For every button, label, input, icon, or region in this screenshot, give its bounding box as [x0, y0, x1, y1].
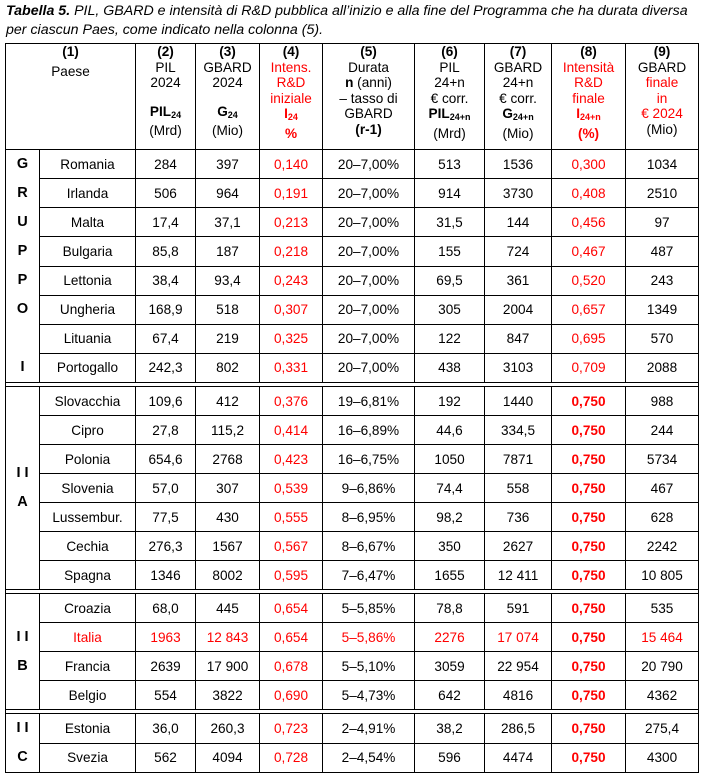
cell-pil-finale: 2276	[415, 623, 485, 652]
group-label	[6, 714, 40, 773]
cell-intensita-iniziale: 0,140	[260, 150, 323, 179]
table-row	[6, 743, 699, 773]
cell-gbard-finale-2024: 570	[626, 324, 699, 353]
cell-gbard-finale-2024: 5734	[626, 445, 699, 474]
header-row	[6, 44, 699, 150]
cell-gbard-2024: 219	[196, 324, 260, 353]
header-paese: (1) Paese	[6, 44, 136, 150]
data-table	[5, 43, 699, 773]
table-row	[6, 445, 699, 474]
cell-paese: Slovenia	[40, 474, 136, 503]
cell-paese: Lettonia	[40, 266, 136, 295]
group-label-char: P	[17, 272, 28, 288]
cell-intensita-iniziale: 0,307	[260, 295, 323, 324]
cell-paese: Slovacchia	[40, 387, 136, 416]
header-pil-2024: (2) PIL 2024 $PIL_{24}$ (Mrd)	[136, 44, 196, 150]
cell-gbard-finale-2024: 4300	[626, 743, 699, 773]
cell-intensita-iniziale: 0,555	[260, 503, 323, 532]
cell-gbard-finale-corr: 591	[485, 594, 552, 623]
cell-paese: Lituania	[40, 324, 136, 353]
cell-paese: Italia	[40, 623, 136, 652]
cell-gbard-finale-corr: 12 411	[485, 561, 552, 590]
cell-pil-finale: 44,6	[415, 416, 485, 445]
cell-intensita-finale: 0,709	[552, 353, 626, 382]
cell-gbard-2024: 964	[196, 179, 260, 208]
table-row	[6, 208, 699, 237]
cell-intensita-iniziale: 0,376	[260, 387, 323, 416]
table-row	[6, 353, 699, 382]
cell-gbard-finale-corr: 2627	[485, 532, 552, 561]
cell-intensita-iniziale: 0,690	[260, 681, 323, 710]
cell-gbard-2024: 187	[196, 237, 260, 266]
cell-intensita-finale: 0,467	[552, 237, 626, 266]
cell-gbard-2024: 445	[196, 594, 260, 623]
cell-gbard-finale-2024: 1034	[626, 150, 699, 179]
cell-pil-finale: 78,8	[415, 594, 485, 623]
cell-intensita-finale: 0,456	[552, 208, 626, 237]
cell-gbard-2024: 93,4	[196, 266, 260, 295]
cell-intensita-finale: 0,695	[552, 324, 626, 353]
header-gbard-finale-corr: (7) GBARD 24+n € corr. $G_{24+n}$ (Mio)	[485, 44, 552, 150]
table-row	[6, 623, 699, 652]
cell-durata: 9–6,86%	[323, 474, 415, 503]
cell-pil-2024: 36,0	[136, 714, 196, 744]
cell-pil-2024: 276,3	[136, 532, 196, 561]
cell-durata: 20–7,00%	[323, 324, 415, 353]
cell-intensita-finale: 0,750	[552, 387, 626, 416]
cell-gbard-finale-corr: 847	[485, 324, 552, 353]
cell-gbard-2024: 3822	[196, 681, 260, 710]
header-gbard-finale-2024: (9) GBARD finale in € 2024 (Mio)	[626, 44, 699, 150]
cell-pil-finale: 305	[415, 295, 485, 324]
cell-gbard-finale-corr: 2004	[485, 295, 552, 324]
cell-durata: 8–6,95%	[323, 503, 415, 532]
group-label-char	[6, 324, 39, 353]
cell-gbard-finale-corr: 724	[485, 237, 552, 266]
group-label-char: G	[16, 156, 29, 172]
cell-gbard-2024: 307	[196, 474, 260, 503]
cell-intensita-finale: 0,750	[552, 714, 626, 744]
cell-paese: Ungheria	[40, 295, 136, 324]
cell-intensita-finale: 0,300	[552, 150, 626, 179]
cell-paese: Cipro	[40, 416, 136, 445]
cell-intensita-iniziale: 0,595	[260, 561, 323, 590]
cell-pil-finale: 155	[415, 237, 485, 266]
cell-intensita-iniziale: 0,728	[260, 743, 323, 773]
header-pil-finale: (6) PIL 24+n € corr. $PIL_{24+n}$ (Mrd)	[415, 44, 485, 150]
cell-gbard-finale-2024: 2088	[626, 353, 699, 382]
cell-pil-finale: 122	[415, 324, 485, 353]
caption-label: Tabella 5.	[6, 3, 71, 19]
cell-gbard-finale-2024: 487	[626, 237, 699, 266]
cell-gbard-2024: 397	[196, 150, 260, 179]
cell-durata: 7–6,47%	[323, 561, 415, 590]
group-label-char: O	[16, 301, 29, 317]
cell-gbard-finale-corr: 4816	[485, 681, 552, 710]
cell-gbard-finale-corr: 4474	[485, 743, 552, 773]
cell-gbard-finale-corr: 3730	[485, 179, 552, 208]
group-label-char: I I	[16, 720, 29, 736]
cell-pil-finale: 513	[415, 150, 485, 179]
cell-intensita-finale: 0,750	[552, 652, 626, 681]
group-label	[6, 150, 40, 383]
table-row	[6, 150, 699, 179]
cell-intensita-iniziale: 0,678	[260, 652, 323, 681]
cell-paese: Estonia	[40, 714, 136, 744]
group-label-char: R	[17, 185, 28, 201]
table-caption	[6, 2, 698, 40]
cell-pil-2024: 1346	[136, 561, 196, 590]
cell-pil-finale: 1050	[415, 445, 485, 474]
cell-intensita-finale: 0,520	[552, 266, 626, 295]
cell-intensita-iniziale: 0,567	[260, 532, 323, 561]
cell-intensita-iniziale: 0,213	[260, 208, 323, 237]
cell-gbard-finale-2024: 244	[626, 416, 699, 445]
table-row	[6, 387, 699, 416]
cell-pil-2024: 57,0	[136, 474, 196, 503]
cell-paese: Bulgaria	[40, 237, 136, 266]
cell-pil-finale: 98,2	[415, 503, 485, 532]
cell-gbard-finale-2024: 10 805	[626, 561, 699, 590]
table-row	[6, 594, 699, 623]
cell-pil-finale: 31,5	[415, 208, 485, 237]
cell-gbard-2024: 430	[196, 503, 260, 532]
cell-intensita-iniziale: 0,654	[260, 594, 323, 623]
cell-durata: 20–7,00%	[323, 266, 415, 295]
cell-durata: 16–6,89%	[323, 416, 415, 445]
cell-gbard-finale-2024: 628	[626, 503, 699, 532]
group-label-char: I I	[16, 465, 29, 481]
cell-intensita-finale: 0,750	[552, 681, 626, 710]
header-durata: (5) Durata n (anni) – tasso di GBARD (r-1)	[323, 44, 415, 150]
cell-pil-finale: 3059	[415, 652, 485, 681]
cell-pil-2024: 2639	[136, 652, 196, 681]
cell-paese: Malta	[40, 208, 136, 237]
cell-gbard-finale-2024: 97	[626, 208, 699, 237]
cell-paese: Romania	[40, 150, 136, 179]
cell-gbard-2024: 518	[196, 295, 260, 324]
cell-gbard-finale-2024: 1349	[626, 295, 699, 324]
group-label-char: C	[17, 749, 28, 765]
cell-pil-2024: 85,8	[136, 237, 196, 266]
cell-durata: 2–4,54%	[323, 743, 415, 773]
cell-intensita-iniziale: 0,539	[260, 474, 323, 503]
cell-intensita-iniziale: 0,243	[260, 266, 323, 295]
cell-paese: Croazia	[40, 594, 136, 623]
cell-gbard-finale-2024: 2510	[626, 179, 699, 208]
cell-gbard-finale-corr: 1536	[485, 150, 552, 179]
cell-pil-finale: 438	[415, 353, 485, 382]
cell-pil-2024: 17,4	[136, 208, 196, 237]
header-intensita-iniziale: (4) Intens. R&D iniziale $I_{24}$ %	[260, 44, 323, 150]
cell-pil-2024: 67,4	[136, 324, 196, 353]
cell-gbard-finale-2024: 467	[626, 474, 699, 503]
cell-pil-finale: 74,4	[415, 474, 485, 503]
cell-pil-2024: 38,4	[136, 266, 196, 295]
cell-gbard-finale-2024: 535	[626, 594, 699, 623]
cell-gbard-finale-2024: 4362	[626, 681, 699, 710]
cell-durata: 20–7,00%	[323, 179, 415, 208]
cell-pil-2024: 109,6	[136, 387, 196, 416]
cell-gbard-finale-corr: 1440	[485, 387, 552, 416]
cell-pil-2024: 562	[136, 743, 196, 773]
cell-gbard-finale-corr: 361	[485, 266, 552, 295]
cell-durata: 20–7,00%	[323, 208, 415, 237]
cell-gbard-finale-2024: 988	[626, 387, 699, 416]
cell-paese: Francia	[40, 652, 136, 681]
cell-durata: 20–7,00%	[323, 295, 415, 324]
cell-gbard-2024: 8002	[196, 561, 260, 590]
cell-pil-2024: 1963	[136, 623, 196, 652]
cell-intensita-finale: 0,750	[552, 623, 626, 652]
table-row	[6, 532, 699, 561]
cell-gbard-finale-corr: 558	[485, 474, 552, 503]
cell-intensita-finale: 0,750	[552, 445, 626, 474]
cell-durata: 20–7,00%	[323, 353, 415, 382]
cell-gbard-2024: 17 900	[196, 652, 260, 681]
table-row	[6, 237, 699, 266]
cell-intensita-finale: 0,657	[552, 295, 626, 324]
cell-gbard-finale-2024: 15 464	[626, 623, 699, 652]
cell-intensita-iniziale: 0,191	[260, 179, 323, 208]
table-row	[6, 503, 699, 532]
cell-gbard-finale-corr: 3103	[485, 353, 552, 382]
header-gbard-2024: (3) GBARD 2024 $G_{24}$ (Mio)	[196, 44, 260, 150]
cell-durata: 20–7,00%	[323, 150, 415, 179]
cell-durata: 5–5,86%	[323, 623, 415, 652]
header-intensita-finale: (8) Intensità R&D finale $I_{24+n}$ (%)	[552, 44, 626, 150]
table-row	[6, 179, 699, 208]
cell-gbard-2024: 37,1	[196, 208, 260, 237]
cell-intensita-iniziale: 0,331	[260, 353, 323, 382]
cell-intensita-finale: 0,750	[552, 594, 626, 623]
cell-intensita-iniziale: 0,325	[260, 324, 323, 353]
cell-durata: 5–5,10%	[323, 652, 415, 681]
cell-intensita-finale: 0,750	[552, 532, 626, 561]
cell-durata: 5–5,85%	[323, 594, 415, 623]
group-label-char: A	[17, 494, 28, 510]
cell-intensita-finale: 0,750	[552, 416, 626, 445]
cell-paese: Polonia	[40, 445, 136, 474]
caption-text: PIL, GBARD e intensità di R&D pubblica all’inizio e alla fine del Programma che ha durata diversa per ciascun Paes, come indicato nella colonna (5).	[6, 3, 688, 38]
group-label-char: P	[17, 243, 28, 259]
cell-paese: Belgio	[40, 681, 136, 710]
group-label-char: U	[17, 214, 28, 230]
table-row	[6, 714, 699, 744]
cell-pil-finale: 38,2	[415, 714, 485, 744]
table-row	[6, 324, 699, 353]
cell-pil-2024: 68,0	[136, 594, 196, 623]
cell-gbard-2024: 4094	[196, 743, 260, 773]
cell-pil-2024: 242,3	[136, 353, 196, 382]
cell-paese: Irlanda	[40, 179, 136, 208]
table-row	[6, 561, 699, 590]
cell-gbard-finale-2024: 243	[626, 266, 699, 295]
cell-durata: 16–6,75%	[323, 445, 415, 474]
cell-pil-finale: 69,5	[415, 266, 485, 295]
cell-intensita-iniziale: 0,723	[260, 714, 323, 744]
cell-intensita-finale: 0,750	[552, 743, 626, 773]
cell-paese: Lussembur.	[40, 503, 136, 532]
group-label	[6, 594, 40, 710]
cell-intensita-iniziale: 0,218	[260, 237, 323, 266]
cell-pil-finale: 596	[415, 743, 485, 773]
cell-gbard-finale-corr: 736	[485, 503, 552, 532]
group-label-char: B	[17, 657, 28, 674]
cell-paese: Spagna	[40, 561, 136, 590]
cell-pil-finale: 1655	[415, 561, 485, 590]
cell-pil-finale: 914	[415, 179, 485, 208]
group-label-char: I	[20, 359, 25, 375]
table-row	[6, 266, 699, 295]
cell-pil-2024: 77,5	[136, 503, 196, 532]
table-row	[6, 681, 699, 710]
cell-pil-finale: 350	[415, 532, 485, 561]
cell-intensita-finale: 0,750	[552, 561, 626, 590]
cell-gbard-finale-corr: 334,5	[485, 416, 552, 445]
cell-gbard-finale-corr: 22 954	[485, 652, 552, 681]
cell-durata: 8–6,67%	[323, 532, 415, 561]
cell-durata: 20–7,00%	[323, 237, 415, 266]
cell-gbard-2024: 1567	[196, 532, 260, 561]
cell-gbard-finale-corr: 7871	[485, 445, 552, 474]
cell-gbard-2024: 802	[196, 353, 260, 382]
cell-paese: Cechia	[40, 532, 136, 561]
cell-paese: Svezia	[40, 743, 136, 773]
cell-gbard-2024: 2768	[196, 445, 260, 474]
cell-gbard-2024: 412	[196, 387, 260, 416]
cell-pil-2024: 654,6	[136, 445, 196, 474]
cell-pil-finale: 642	[415, 681, 485, 710]
cell-durata: 5–4,73%	[323, 681, 415, 710]
cell-pil-2024: 554	[136, 681, 196, 710]
cell-intensita-iniziale: 0,423	[260, 445, 323, 474]
cell-gbard-finale-corr: 144	[485, 208, 552, 237]
cell-pil-finale: 192	[415, 387, 485, 416]
cell-intensita-iniziale: 0,654	[260, 623, 323, 652]
cell-durata: 19–6,81%	[323, 387, 415, 416]
group-label	[6, 387, 40, 590]
group-label-char: I I	[16, 628, 29, 645]
cell-pil-2024: 506	[136, 179, 196, 208]
table-row	[6, 474, 699, 503]
cell-gbard-finale-2024: 20 790	[626, 652, 699, 681]
cell-gbard-finale-2024: 275,4	[626, 714, 699, 744]
cell-gbard-finale-corr: 17 074	[485, 623, 552, 652]
table-row	[6, 295, 699, 324]
cell-pil-2024: 168,9	[136, 295, 196, 324]
cell-paese: Portogallo	[40, 353, 136, 382]
cell-intensita-finale: 0,408	[552, 179, 626, 208]
table-row	[6, 416, 699, 445]
cell-intensita-iniziale: 0,414	[260, 416, 323, 445]
cell-gbard-2024: 12 843	[196, 623, 260, 652]
cell-pil-2024: 27,8	[136, 416, 196, 445]
cell-gbard-2024: 260,3	[196, 714, 260, 744]
cell-gbard-finale-2024: 2242	[626, 532, 699, 561]
cell-durata: 2–4,91%	[323, 714, 415, 744]
cell-intensita-finale: 0,750	[552, 503, 626, 532]
cell-pil-2024: 284	[136, 150, 196, 179]
cell-intensita-finale: 0,750	[552, 474, 626, 503]
cell-gbard-finale-corr: 286,5	[485, 714, 552, 744]
table-row	[6, 652, 699, 681]
cell-gbard-2024: 115,2	[196, 416, 260, 445]
